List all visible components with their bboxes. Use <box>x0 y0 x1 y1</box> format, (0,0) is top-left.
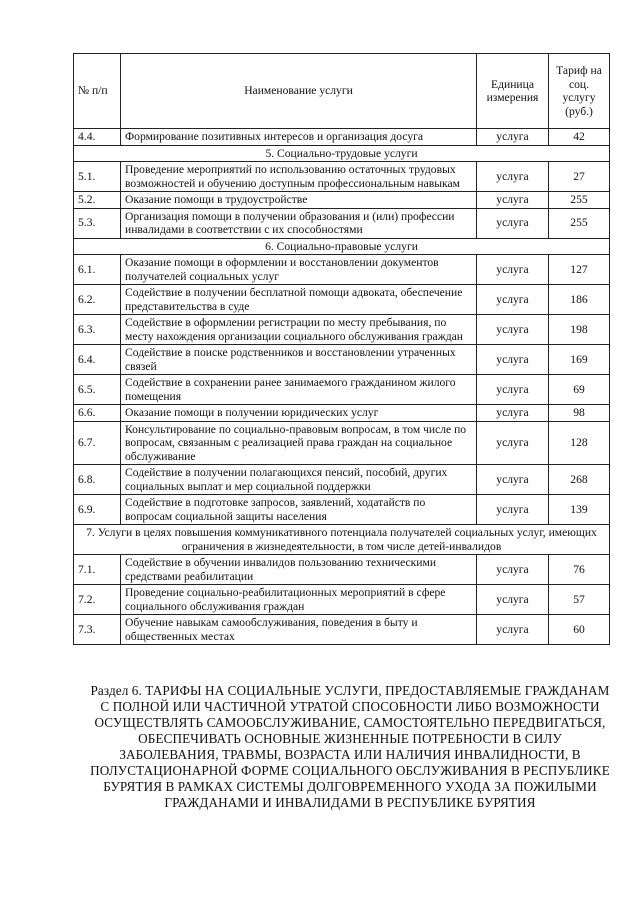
price-cell: 98 <box>549 405 610 422</box>
service-name: Содействие в получении полагающихся пенсий, пособий, других социальных выплат и мер социальной поддержки <box>121 465 477 495</box>
row-number: 6.1. <box>74 255 121 285</box>
section-title: 6. Социально-правовые услуги <box>74 238 610 255</box>
row-number: 6.4. <box>74 345 121 375</box>
service-name: Консультирование по социально-правовым вопросам, в том числе по вопросам, связанным с реализацией права граждан на социальное обслуживание <box>121 421 477 465</box>
unit-cell: услуга <box>477 495 549 525</box>
table-row <box>74 285 610 315</box>
service-name: Содействие в получении бесплатной помощи адвоката, обеспечение представительства в суде <box>121 285 477 315</box>
table-row <box>74 421 610 465</box>
table-header-row <box>74 54 610 129</box>
table-row <box>74 129 610 146</box>
price-cell: 255 <box>549 208 610 238</box>
price-cell: 69 <box>549 375 610 405</box>
row-number: 6.6. <box>74 405 121 422</box>
table-body <box>74 129 610 645</box>
table-row <box>74 192 610 209</box>
tariff-table <box>73 53 610 645</box>
row-number: 7.1. <box>74 555 121 585</box>
service-name: Содействие в сохранении ранее занимаемого гражданином жилого помещения <box>121 375 477 405</box>
unit-cell: услуга <box>477 375 549 405</box>
row-number: 6.5. <box>74 375 121 405</box>
table-row <box>74 162 610 192</box>
header-name: Наименование услуги <box>121 54 477 129</box>
table-row <box>74 345 610 375</box>
row-number: 6.3. <box>74 315 121 345</box>
table-row <box>74 585 610 615</box>
unit-cell: услуга <box>477 208 549 238</box>
table-row <box>74 208 610 238</box>
unit-cell: услуга <box>477 255 549 285</box>
header-num: № п/п <box>74 54 121 129</box>
unit-cell: услуга <box>477 421 549 465</box>
service-name: Содействие в обучении инвалидов пользованию техническими средствами реабилитации <box>121 555 477 585</box>
service-name: Оказание помощи в получении юридических услуг <box>121 405 477 422</box>
table-row <box>74 255 610 285</box>
price-cell: 169 <box>549 345 610 375</box>
section-row <box>74 238 610 255</box>
price-cell: 128 <box>549 421 610 465</box>
header-unit: Единица измерения <box>477 54 549 129</box>
unit-cell: услуга <box>477 465 549 495</box>
unit-cell: услуга <box>477 405 549 422</box>
table-row <box>74 615 610 645</box>
service-name: Проведение социально-реабилитационных мероприятий в сфере социального обслуживания граждан <box>121 585 477 615</box>
price-cell: 27 <box>549 162 610 192</box>
row-number: 6.8. <box>74 465 121 495</box>
table-row <box>74 315 610 345</box>
row-number: 6.9. <box>74 495 121 525</box>
service-name: Содействие в подготовке запросов, заявлений, ходатайств по вопросам социальной защиты населения <box>121 495 477 525</box>
section-title: 7. Услуги в целях повышения коммуникативного потенциала получателей социальных услуг, имеющих ограничения в жизнедеятельности, в том числе детей-инвалидов <box>74 525 610 555</box>
table-row <box>74 465 610 495</box>
service-name: Формирование позитивных интересов и организация досуга <box>121 129 477 146</box>
service-name: Организация помощи в получении образования и (или) профессии инвалидами в соответствии с их способностями <box>121 208 477 238</box>
service-name: Оказание помощи в трудоустройстве <box>121 192 477 209</box>
price-cell: 76 <box>549 555 610 585</box>
price-cell: 42 <box>549 129 610 146</box>
unit-cell: услуга <box>477 315 549 345</box>
unit-cell: услуга <box>477 615 549 645</box>
row-number: 5.2. <box>74 192 121 209</box>
table-row <box>74 405 610 422</box>
table-row <box>74 555 610 585</box>
unit-cell: услуга <box>477 285 549 315</box>
price-cell: 268 <box>549 465 610 495</box>
price-cell: 60 <box>549 615 610 645</box>
section-row <box>74 145 610 162</box>
service-name: Содействие в поиске родственников и восстановлении утраченных связей <box>121 345 477 375</box>
unit-cell: услуга <box>477 129 549 146</box>
price-cell: 57 <box>549 585 610 615</box>
unit-cell: услуга <box>477 192 549 209</box>
service-name: Проведение мероприятий по использованию остаточных трудовых возможностей и обучению доступным профессиональным навыкам <box>121 162 477 192</box>
service-name: Оказание помощи в оформлении и восстановлении документов получателей социальных услуг <box>121 255 477 285</box>
price-cell: 139 <box>549 495 610 525</box>
service-name: Обучение навыкам самообслуживания, поведения в быту и общественных местах <box>121 615 477 645</box>
row-number: 5.3. <box>74 208 121 238</box>
unit-cell: услуга <box>477 162 549 192</box>
price-cell: 127 <box>549 255 610 285</box>
price-cell: 255 <box>549 192 610 209</box>
row-number: 6.7. <box>74 421 121 465</box>
header-price: Тариф на соц. услугу (руб.) <box>549 54 610 129</box>
row-number: 7.2. <box>74 585 121 615</box>
service-name: Содействие в оформлении регистрации по месту пребывания, по месту нахождения организации социального обслуживания граждан <box>121 315 477 345</box>
section-title: 5. Социально-трудовые услуги <box>74 145 610 162</box>
row-number: 6.2. <box>74 285 121 315</box>
row-number: 7.3. <box>74 615 121 645</box>
row-number: 5.1. <box>74 162 121 192</box>
row-number: 4.4. <box>74 129 121 146</box>
unit-cell: услуга <box>477 555 549 585</box>
section-caption: Раздел 6. ТАРИФЫ НА СОЦИАЛЬНЫЕ УСЛУГИ, ПРЕДОСТАВЛЯЕМЫЕ ГРАЖДАНАМ С ПОЛНОЙ ИЛИ ЧАСТИЧНОЙ УТРАТОЙ СПОСОБНОСТИ ЛИБО ВОЗМОЖНОСТИ ОСУЩЕСТВЛЯТЬ САМООБСЛУЖИВАНИЕ, САМОСТОЯТЕЛЬНО ПЕРЕДВИГАТЬСЯ, ОБЕСПЕЧИВАТЬ ОСНОВНЫЕ ЖИЗНЕННЫЕ ПОТРЕБНОСТИ В СИЛУ ЗАБОЛЕВАНИЯ, ТРАВМЫ, ВОЗРАСТА ИЛИ НАЛИЧИЯ ИНВАЛИДНОСТИ, В ПОЛУСТАЦИОНАРНОЙ ФОРМЕ СОЦИАЛЬНОГО ОБСЛУЖИВАНИЯ В РЕСПУБЛИКЕ БУРЯТИЯ В РАМКАХ СИСТЕМЫ ДОЛГОВРЕМЕННОГО УХОДА ЗА ПОЖИЛЫМИ ГРАЖДАНАМИ И ИНВАЛИДАМИ В РЕСПУБЛИКЕ БУРЯТИЯ <box>90 683 610 810</box>
section-row <box>74 525 610 555</box>
price-cell: 186 <box>549 285 610 315</box>
table-row <box>74 375 610 405</box>
unit-cell: услуга <box>477 585 549 615</box>
table-row <box>74 495 610 525</box>
unit-cell: услуга <box>477 345 549 375</box>
price-cell: 198 <box>549 315 610 345</box>
